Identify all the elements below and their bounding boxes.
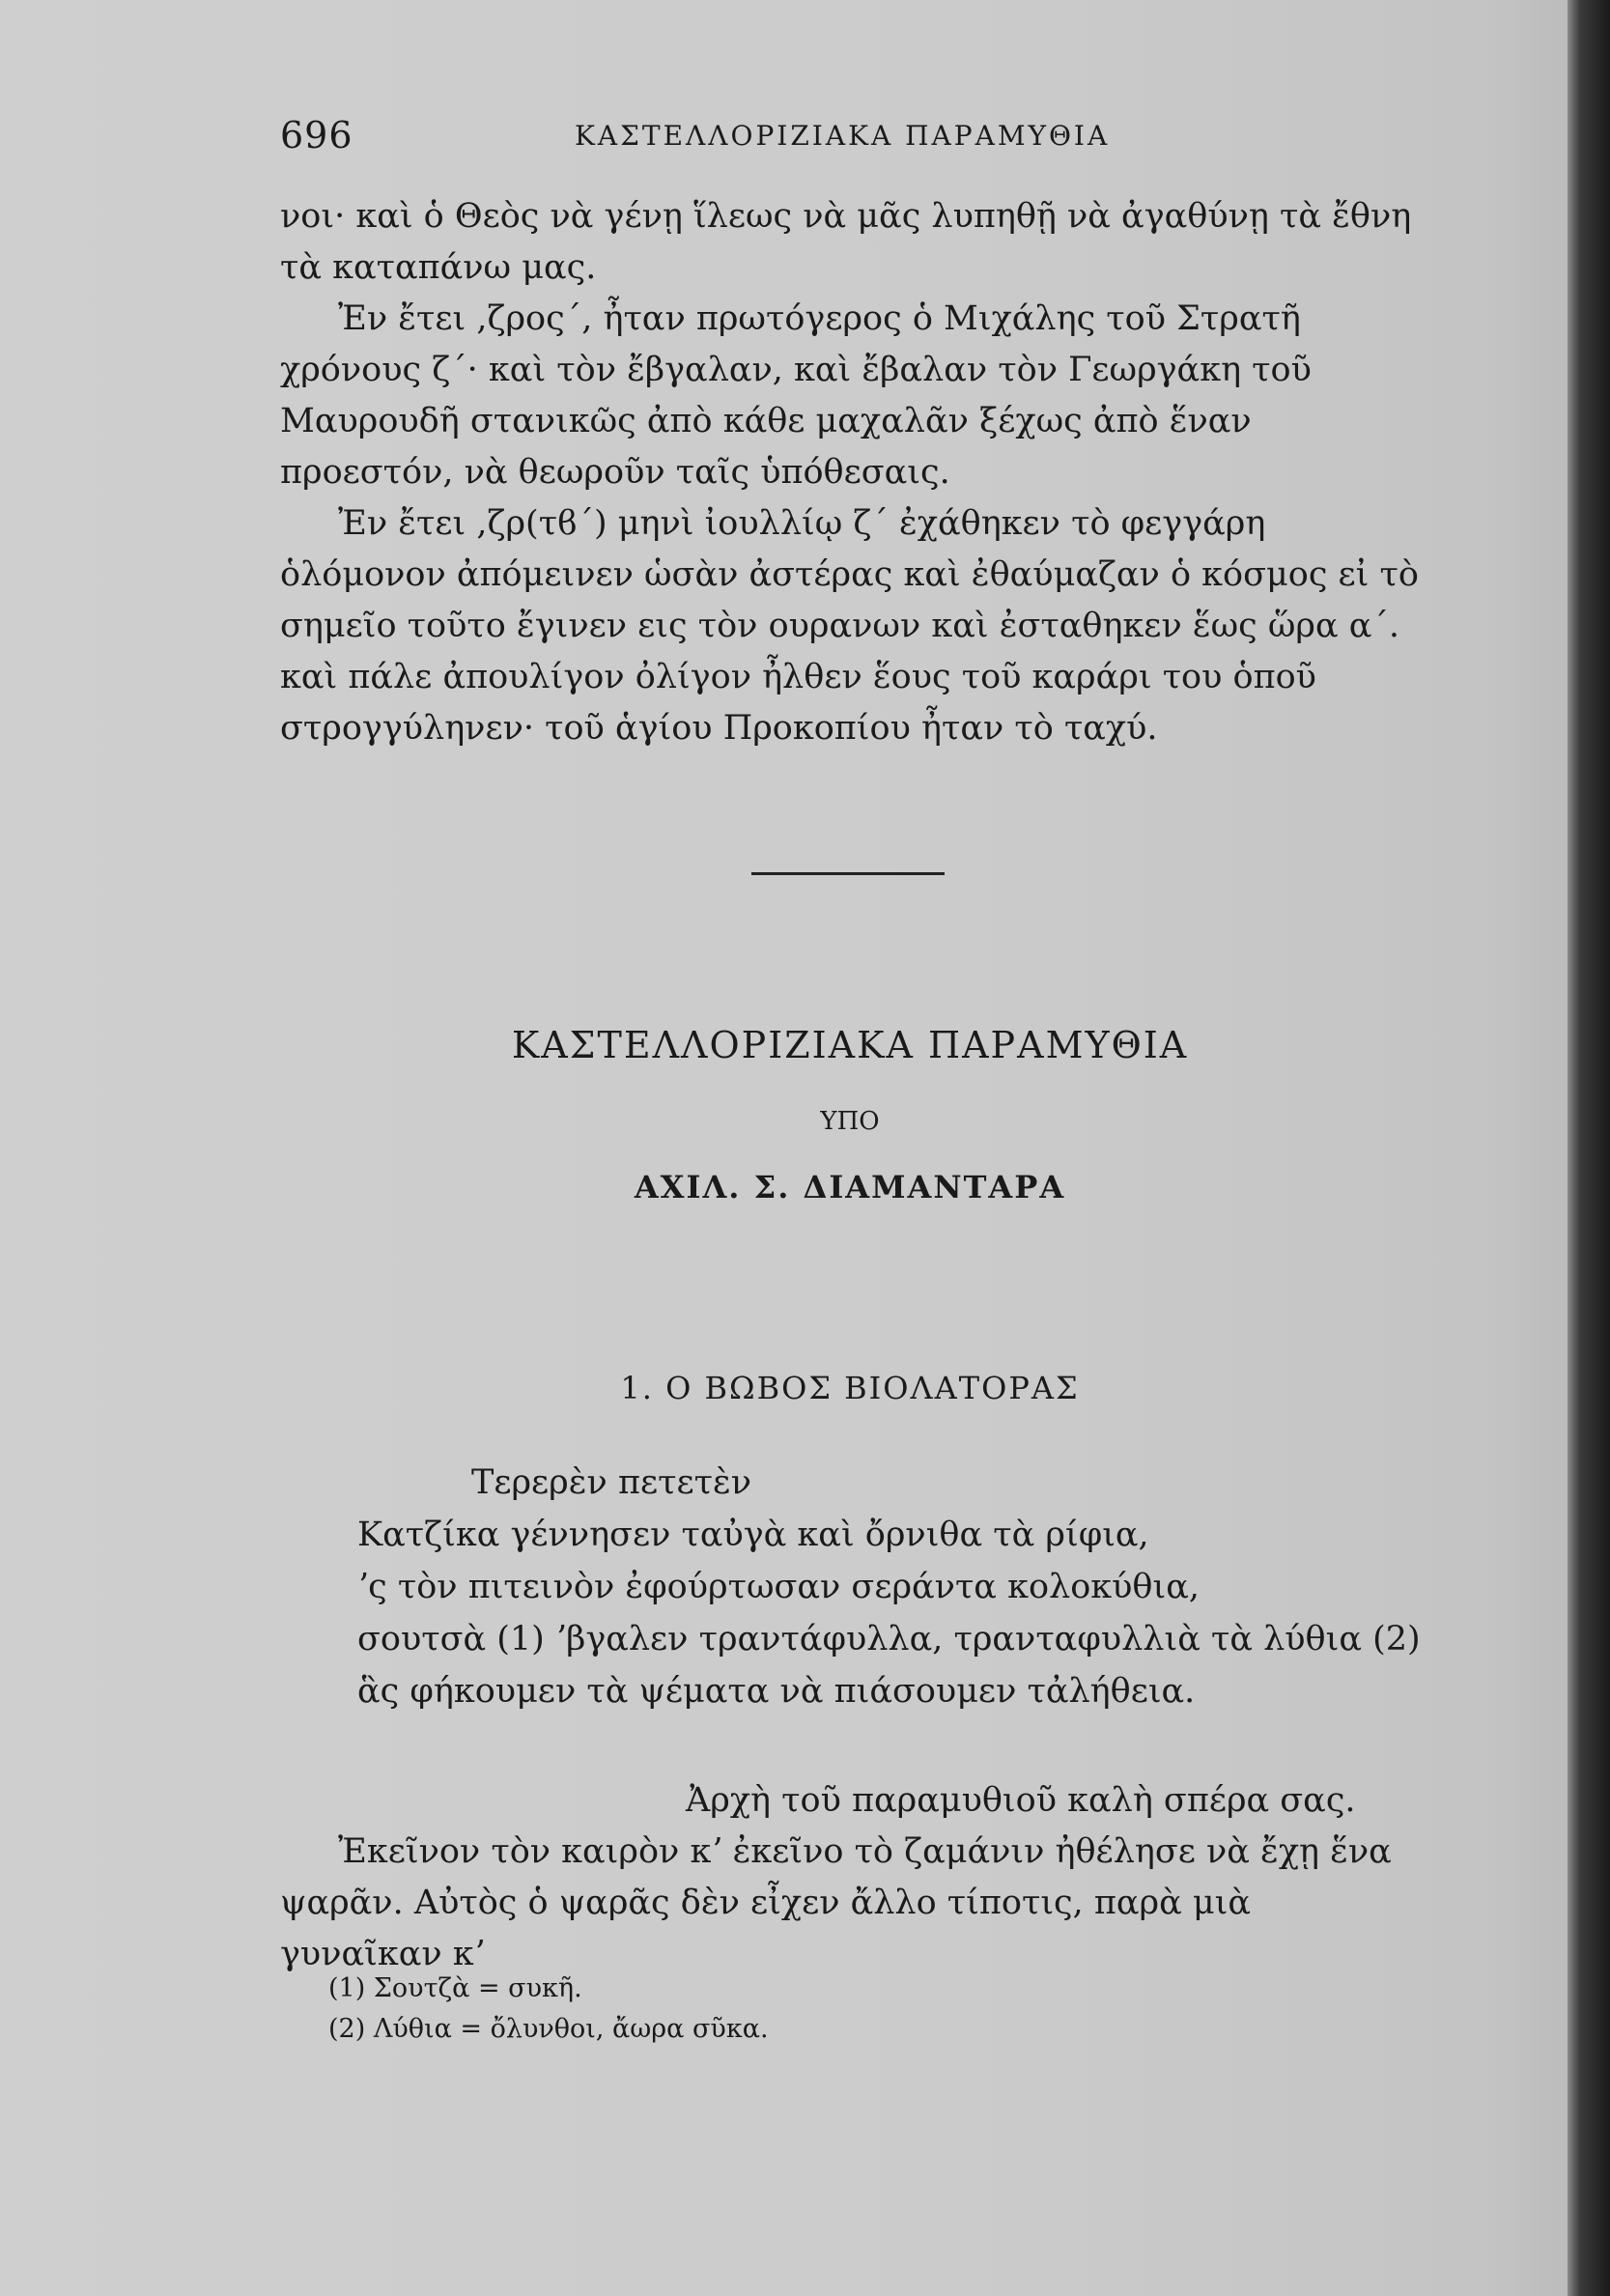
section-title: 1. Ο ΒΩΒΟΣ ΒΙΟΛΑΤΟΡΑΣ — [620, 1370, 1080, 1406]
footnote: (1) Σουτζὰ = συκῆ. — [328, 1973, 582, 2003]
paragraph: Ἐκεῖνον τὸν καιρὸν κʼ ἐκεῖνο τὸ ζαμάνιν ἠθέλησε νὰ ἔχῃ ἕνα ψαρᾶν. Αὐτὸς ὁ ψαρᾶς δὲν εἶχεν ἄλλο τίποτις, παρὰ μιὰ γυναῖκαν κʼ — [280, 1832, 1392, 1973]
paragraph: Ἐν ἔτει ,ζρος΄, ἦταν πρωτόγερος ὁ Μιχάλης τοῦ Στρατῆ χρόνους ζ΄· καὶ τὸν ἔβγαλαν, καὶ ἔβαλαν τὸν Γεωργάκη τοῦ Μαυρουδῆ στανικῶς ἀπὸ κάθε μαχαλᾶν ξέχως ἀπὸ ἕναν προεστόν, νὰ θεωροῦν ταῖς ὑπόθεσαις. — [280, 299, 1312, 492]
poem — [357, 1457, 1421, 1717]
poem-line: σουτσὰ (1) ʼβγαλεν τραντάφυλλα, τρανταφυλλιὰ τὰ λύθια (2) — [357, 1620, 1421, 1658]
running-head: ΚΑΣΤΕΛΛΟΡΙΖΙΑΚΑ ΠΑΡΑΜΥΘΙΑ — [575, 120, 1111, 152]
poem-line: Τερερὲν πετετὲν — [471, 1463, 751, 1502]
prose-bottom — [280, 1775, 1420, 1980]
poem-line: ʼς τὸν πιτεινὸν ἐφούρτωσαν σεράντα κολοκύθια, — [357, 1568, 1200, 1606]
prose-top — [280, 191, 1420, 754]
byline-label: ΥΠΟ — [820, 1107, 880, 1136]
author-name: ΑΧΙΛ. Σ. ΔΙΑΜΑΝΤΑΡΑ — [634, 1169, 1066, 1205]
footnote: (2) Λύθια = ὄλυνθοι, ἄωρα σῦκα. — [328, 2014, 769, 2044]
article-title: ΚΑΣΤΕΛΛΟΡΙΖΙΑΚΑ ΠΑΡΑΜΥΘΙΑ — [511, 1024, 1189, 1066]
poem-line: Κατζίκα γέννησεν ταὐγὰ καὶ ὄρνιθα τὰ ρίφια, — [357, 1516, 1149, 1554]
paragraph: Ἀρχὴ τοῦ παραμυθιοῦ καλὴ σπέρα σας. — [686, 1781, 1356, 1820]
paragraph: νοι· καὶ ὁ Θεὸς νὰ γένῃ ἵλεως νὰ μᾶς λυπηθῇ νὰ ἀγαθύνῃ τὰ ἔθνη τὰ καταπάνω μας. — [280, 197, 1412, 287]
paragraph: Ἐν ἔτει ,ζρ(τϐ΄) μηνὶ ἰουλλίῳ ζ΄ ἐχάθηκεν τὸ φεγγάρη ὁλόμονον ἀπόμεινεν ὡσὰν ἀστέρας καὶ ἐθαύμαζαν ὁ κόσμος εἰ τὸ σημεῖο τοῦτο ἔγινεν εις τὸν ουρανων καὶ ἐσταθηκεν ἕως ὥρα α΄. καὶ πάλε ἀπουλίγον ὀλίγον ἦλθεν ἕους τοῦ καράρι του ὁποῦ στρογγύληνεν· τοῦ ἁγίου Προκοπίου ἦταν τὸ ταχύ. — [280, 504, 1419, 748]
page-header — [280, 114, 1410, 156]
page-number: 696 — [280, 114, 353, 156]
footnotes — [328, 1969, 769, 2050]
book-spine — [1568, 0, 1610, 2296]
poem-line: ἃς φήκουμεν τὰ ψέματα νὰ πιάσουμεν τἀλήθεια. — [357, 1672, 1196, 1711]
section-divider — [751, 872, 945, 875]
